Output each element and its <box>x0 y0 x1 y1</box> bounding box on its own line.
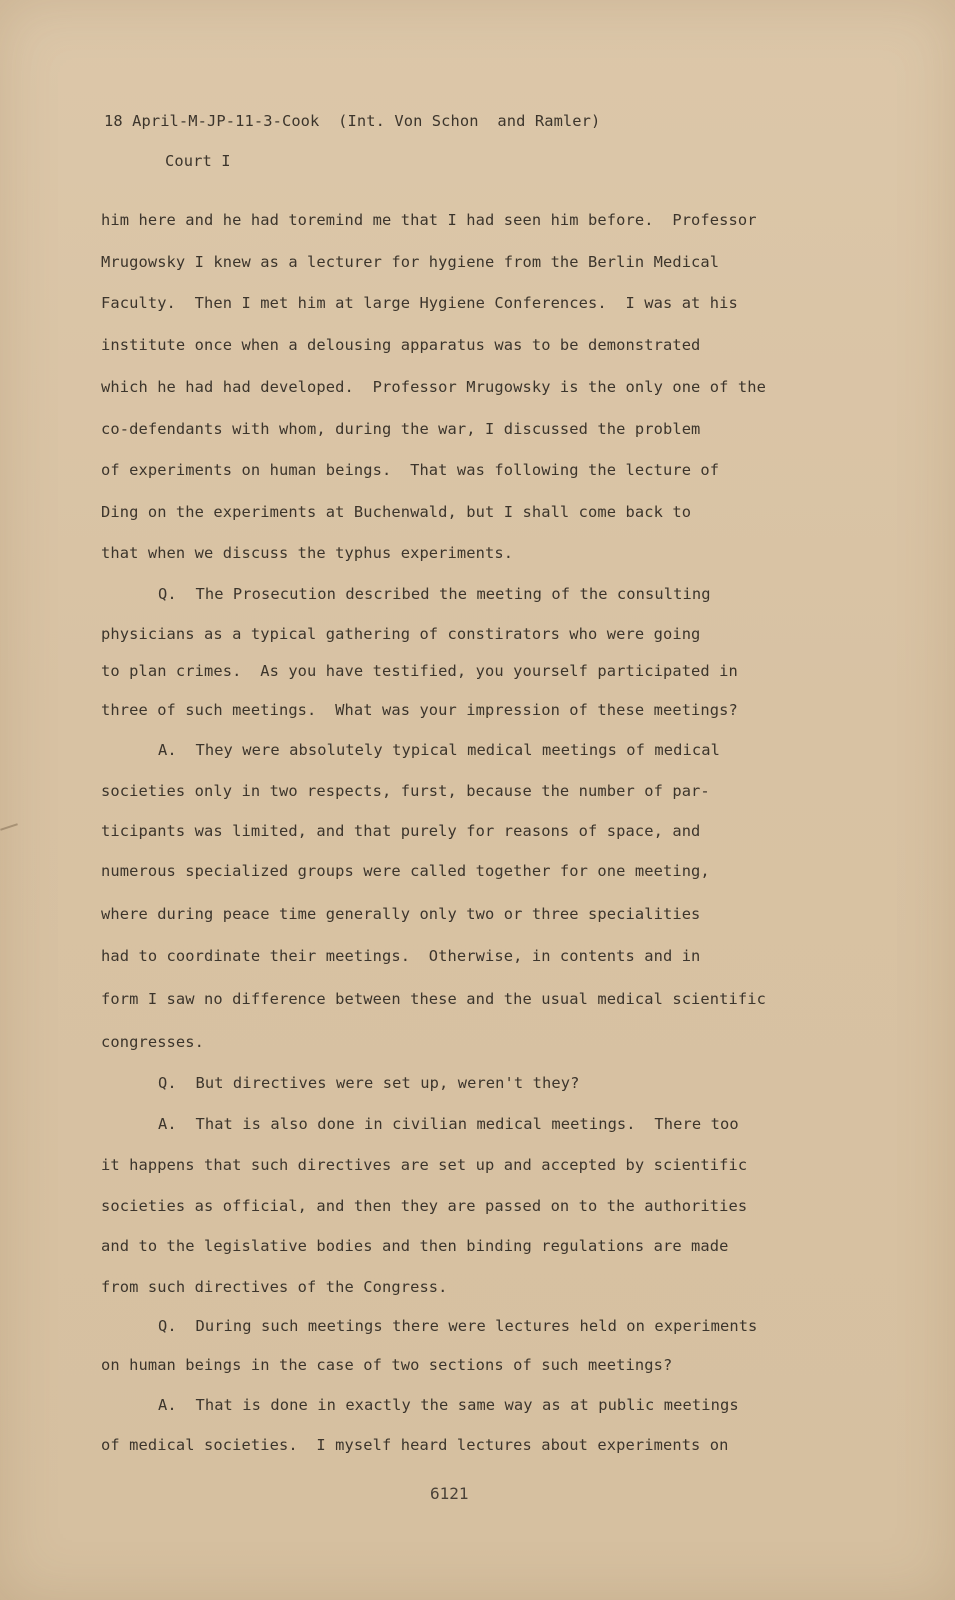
document-header: 18 April-M-JP-11-3-Cook (Int. Von Schon and Ramler) <box>104 112 601 130</box>
text-line: societies as official, and then they are passed on to the authorities <box>101 1197 748 1215</box>
text-line: Mrugowsky I knew as a lecturer for hygiene from the Berlin Medical <box>101 253 720 271</box>
text-line: of medical societies. I myself heard lectures about experiments on <box>101 1436 729 1454</box>
margin-mark <box>0 823 18 830</box>
text-line: numerous specialized groups were called together for one meeting, <box>101 862 710 880</box>
text-line: where during peace time generally only two or three specialities <box>101 905 701 923</box>
question-line: Q. The Prosecution described the meeting of the consulting <box>158 585 711 603</box>
text-line: from such directives of the Congress. <box>101 1278 448 1296</box>
text-line: ticipants was limited, and that purely for reasons of space, and <box>101 822 701 840</box>
answer-line: A. That is also done in civilian medical meetings. There too <box>158 1115 739 1133</box>
question-line: Q. But directives were set up, weren't they? <box>158 1074 580 1092</box>
text-line: had to coordinate their meetings. Otherwise, in contents and in <box>101 947 701 965</box>
text-line: him here and he had toremind me that I had seen him before. Professor <box>101 211 757 229</box>
text-line: institute once when a delousing apparatus was to be demonstrated <box>101 336 701 354</box>
court-label: Court I <box>165 152 231 170</box>
answer-line: A. They were absolutely typical medical meetings of medical <box>158 741 720 759</box>
text-line: societies only in two respects, furst, because the number of par- <box>101 782 710 800</box>
text-line: and to the legislative bodies and then binding regulations are made <box>101 1237 729 1255</box>
question-line: Q. During such meetings there were lectures held on experiments <box>158 1317 758 1335</box>
text-line: to plan crimes. As you have testified, you yourself participated in <box>101 662 738 680</box>
text-line: co-defendants with whom, during the war, I discussed the problem <box>101 420 701 438</box>
text-line: form I saw no difference between these and the usual medical scientific <box>101 990 766 1008</box>
text-line: of experiments on human beings. That was following the lecture of <box>101 461 720 479</box>
answer-line: A. That is done in exactly the same way as at public meetings <box>158 1396 739 1414</box>
text-line: Ding on the experiments at Buchenwald, but I shall come back to <box>101 503 692 521</box>
text-line: that when we discuss the typhus experiments. <box>101 544 514 562</box>
text-line: physicians as a typical gathering of constirators who were going <box>101 625 701 643</box>
text-line: congresses. <box>101 1033 205 1051</box>
text-line: Faculty. Then I met him at large Hygiene Conferences. I was at his <box>101 294 738 312</box>
page-number: 6121 <box>430 1484 469 1503</box>
text-line: on human beings in the case of two sections of such meetings? <box>101 1356 673 1374</box>
text-line: which he had had developed. Professor Mrugowsky is the only one of the <box>101 378 766 396</box>
text-line: three of such meetings. What was your impression of these meetings? <box>101 701 738 719</box>
text-line: it happens that such directives are set up and accepted by scientific <box>101 1156 748 1174</box>
